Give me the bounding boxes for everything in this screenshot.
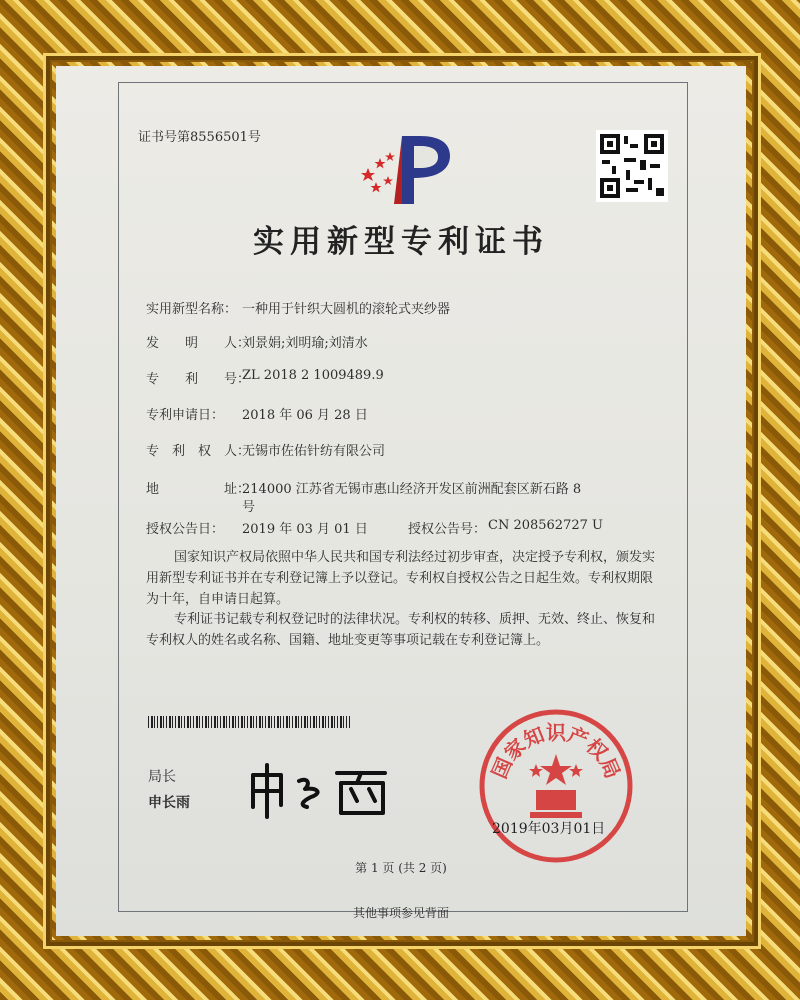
field-value-address: 214000 江苏省无锡市惠山经济开发区前洲配套区新石路 8 (242, 482, 582, 497)
paragraph-legal-status: 专利证书记载专利权登记时的法律状况。专利权的转移、质押、无效、终止、恢复和专利权人的姓名或名称、国籍、地址变更等事项记载在专利登记簿上。 (146, 612, 656, 648)
qr-code (596, 130, 668, 202)
stamp-text: 国家知识产权局 (486, 720, 626, 782)
field-label-patentee: 专 利 权 人： (146, 444, 251, 459)
field-value-patent-number: ZL 2018 2 1009489.9 (242, 368, 384, 383)
certificate-title: 实用新型专利证书 (253, 224, 549, 260)
paragraph-grant-statement: 国家知识产权局依照中华人民共和国专利法经过初步审查，决定授予专利权，颁发实用新型专利证书并在专利登记簿上予以登记。专利权自授权公告之日起生效。专利权期限为十年，自申请日起算。 (146, 550, 656, 607)
official-red-seal (476, 706, 636, 866)
director-name: 申长雨 (148, 795, 190, 811)
field-label-name: 实用新型名称： (146, 302, 238, 317)
director-signature (241, 761, 421, 821)
page-indicator: 第 1 页 (共 2 页) (355, 861, 447, 875)
field-value-address-continuation: 号 (242, 500, 256, 515)
footer-note: 其他事项参见背面 (352, 906, 449, 920)
field-label-inventors: 发 明 人： (146, 336, 251, 351)
grant-number-value: CN 208562727 U (488, 518, 603, 533)
grant-date-label: 授权公告日： (146, 522, 225, 537)
grant-date-value: 2019 年 03 月 01 日 (242, 522, 368, 537)
director-title: 局长 (148, 769, 176, 785)
field-value-application-date: 2018 年 06 月 28 日 (242, 408, 368, 423)
field-label-patent-number: 专 利 号： (146, 372, 251, 387)
field-value-inventors: 刘景娟;刘明瑜;刘清水 (242, 336, 368, 351)
field-value-patentee: 无锡市佐佑针纺有限公司 (242, 444, 386, 459)
stamp-date: 2019年03月01日 (492, 821, 606, 837)
grant-number-label: 授权公告号： (408, 522, 487, 537)
field-label-application-date: 专利申请日： (146, 408, 225, 423)
certificate-number: 证书号第8556501号 (138, 130, 261, 145)
patent-office-logo (354, 130, 458, 210)
barcode (148, 716, 350, 728)
certificate-paper (56, 66, 746, 936)
field-value-name: 一种用于针织大圆机的滚轮式夹纱器 (242, 302, 451, 317)
field-label-address: 地 址： (146, 482, 251, 497)
